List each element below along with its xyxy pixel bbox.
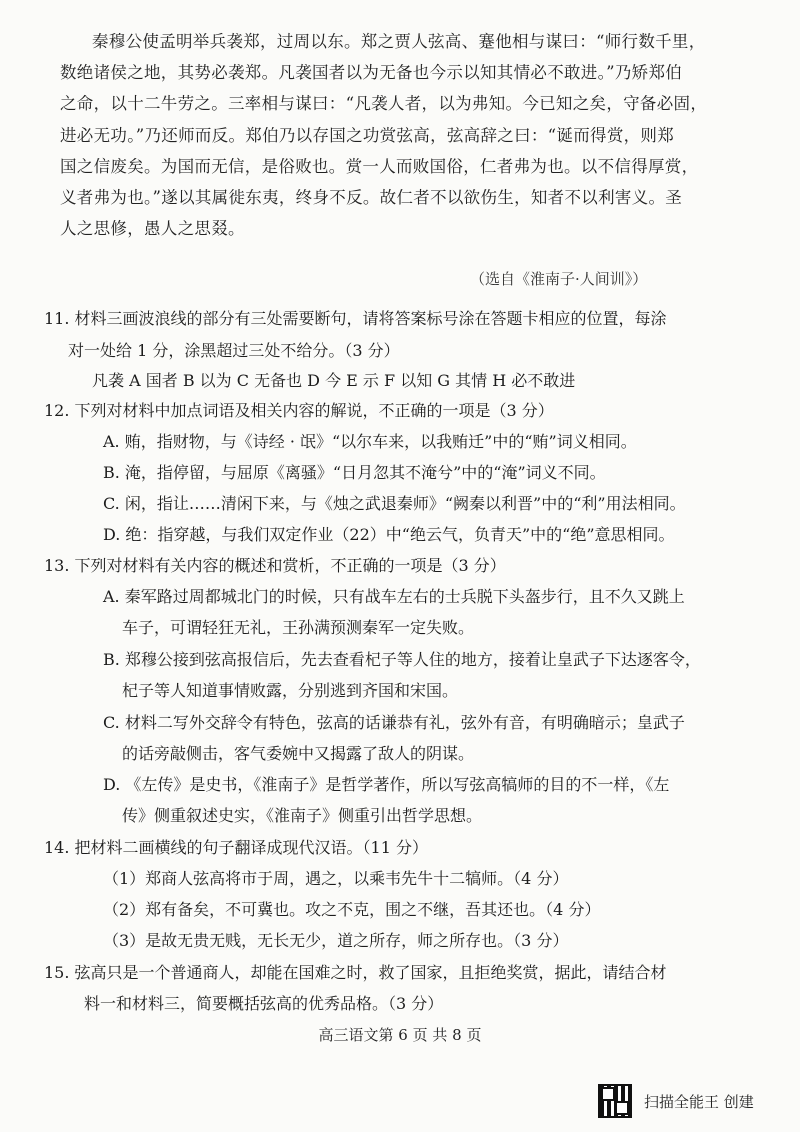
- question-15-stem: 15. 弦高只是一个普通商人，却能在国难之时，救了国家，且拒绝奖赏，据此，请结合材: [44, 963, 667, 982]
- classical-passage: [60, 26, 775, 244]
- question-14-stem: 14. 把材料二画横线的句子翻译成现代汉语。（11 分）: [44, 838, 428, 857]
- passage-line: 数绝诸侯之地，其势必袭郑。凡袭国者以为无备也今示以知其情必不敢进。”乃矫郑伯: [60, 63, 683, 83]
- qr-code-icon: [598, 1084, 632, 1118]
- question-11-stem-cont: 对一处给 1 分，涂黑超过三处不给分。（3 分）: [68, 341, 400, 360]
- question-13-option-c: C. 材料二写外交辞令有特色，弦高的话谦恭有礼，弦外有音，有明确暗示；皇武子: [103, 713, 685, 732]
- question-14-item-1: （1）郑商人弦高将市于周，遇之，以乘韦先牛十二犒师。（4 分）: [103, 869, 569, 888]
- passage-line: 义者弗为也。”遂以其属徙东夷，终身不反。故仁者不以欲伤生，知者不以利害义。圣: [60, 187, 683, 207]
- question-12-option-d: D. 绝：指穿越，与我们双定作业（22）中“绝云气，负青天”中的“绝”意思相同。: [103, 525, 675, 544]
- question-11-sentence: 凡袭 A 国者 B 以为 C 无备也 D 今 E 示 F 以知 G 其情 H 必不敢进: [92, 371, 576, 390]
- question-13-option-b-cont: 杞子等人知道事情败露，分别逃到齐国和宋国。: [122, 681, 459, 700]
- question-12-stem: 12. 下列对材料中加点词语及相关内容的解说，不正确的一项是（3 分）: [44, 401, 554, 420]
- question-11-stem: 11. 材料三画波浪线的部分有三处需要断句，请将答案标号涂在答题卡相应的位置，每涂: [44, 309, 667, 328]
- question-12-option-b: B. 淹，指停留，与屈原《离骚》“日月忽其不淹兮”中的“淹”词义不同。: [103, 463, 606, 482]
- passage-source: （选自《淮南子·人间训》）: [470, 270, 648, 288]
- passage-line: 进必无功。”乃还师而反。郑伯乃以存国之功赏弦高，弦高辞之曰：“诞而得赏，则郑: [60, 125, 675, 145]
- question-13-option-a-cont: 车子，可谓轻狂无礼，王孙满预测秦军一定失败。: [122, 618, 475, 637]
- question-12-option-a: A. 贿，指财物，与《诗经 · 氓》“以尔车来，以我贿迁”中的“贿”词义相同。: [103, 432, 637, 451]
- question-13-option-d-cont: 传》侧重叙述史实，《淮南子》侧重引出哲学思想。: [122, 806, 483, 825]
- question-13-option-b: B. 郑穆公接到弦高报信后，先去查看杞子等人住的地方，接着让皇武子下达逐客令，: [103, 650, 701, 669]
- passage-line: 之命，以十二牛劳之。三率相与谋曰：“凡袭人者，以为弗知。今已知之矣，守备必固，: [60, 94, 708, 114]
- question-13-option-d: D. 《左传》是史书，《淮南子》是哲学著作，所以写弦高犒师的目的不一样，《左: [103, 775, 670, 794]
- question-14-item-2: （2）郑有备矣，不可冀也。攻之不克，围之不继，吾其还也。（4 分）: [103, 900, 601, 919]
- question-13-option-a: A. 秦军路过周都城北门的时候，只有战车左右的士兵脱下头盔步行，且不久又跳上: [103, 587, 685, 606]
- watermark-text: 扫描全能王 创建: [644, 1093, 754, 1111]
- question-13-stem: 13. 下列对材料有关内容的概述和赏析，不正确的一项是（3 分）: [44, 556, 506, 575]
- passage-line: 秦穆公使孟明举兵袭郑，过周以东。郑之贾人弦高、蹇他相与谋曰：“师行数千里，: [92, 32, 706, 51]
- question-14-item-3: （3）是故无贵无贱，无长无少，道之所存，师之所存也。（3 分）: [103, 931, 569, 950]
- question-15-stem-cont: 料一和材料三，简要概括弦高的优秀品格。（3 分）: [84, 994, 444, 1013]
- scanner-watermark: [598, 1084, 778, 1118]
- page-footer: 高三语文第 6 页 共 8 页: [318, 1026, 482, 1044]
- passage-line: 国之信废矣。为国而无信，是俗败也。赏一人而败国俗，仁者弗为也。以不信得厚赏，: [60, 156, 699, 176]
- passage-line: 人之思修，愚人之思叕。: [60, 219, 245, 239]
- question-13-option-c-cont: 的话旁敲侧击，客气委婉中又揭露了敌人的阴谋。: [122, 744, 475, 763]
- question-12-option-c: C. 闲，指让……清闲下来，与《烛之武退秦师》“阙秦以利晋”中的“利”用法相同。: [103, 494, 686, 513]
